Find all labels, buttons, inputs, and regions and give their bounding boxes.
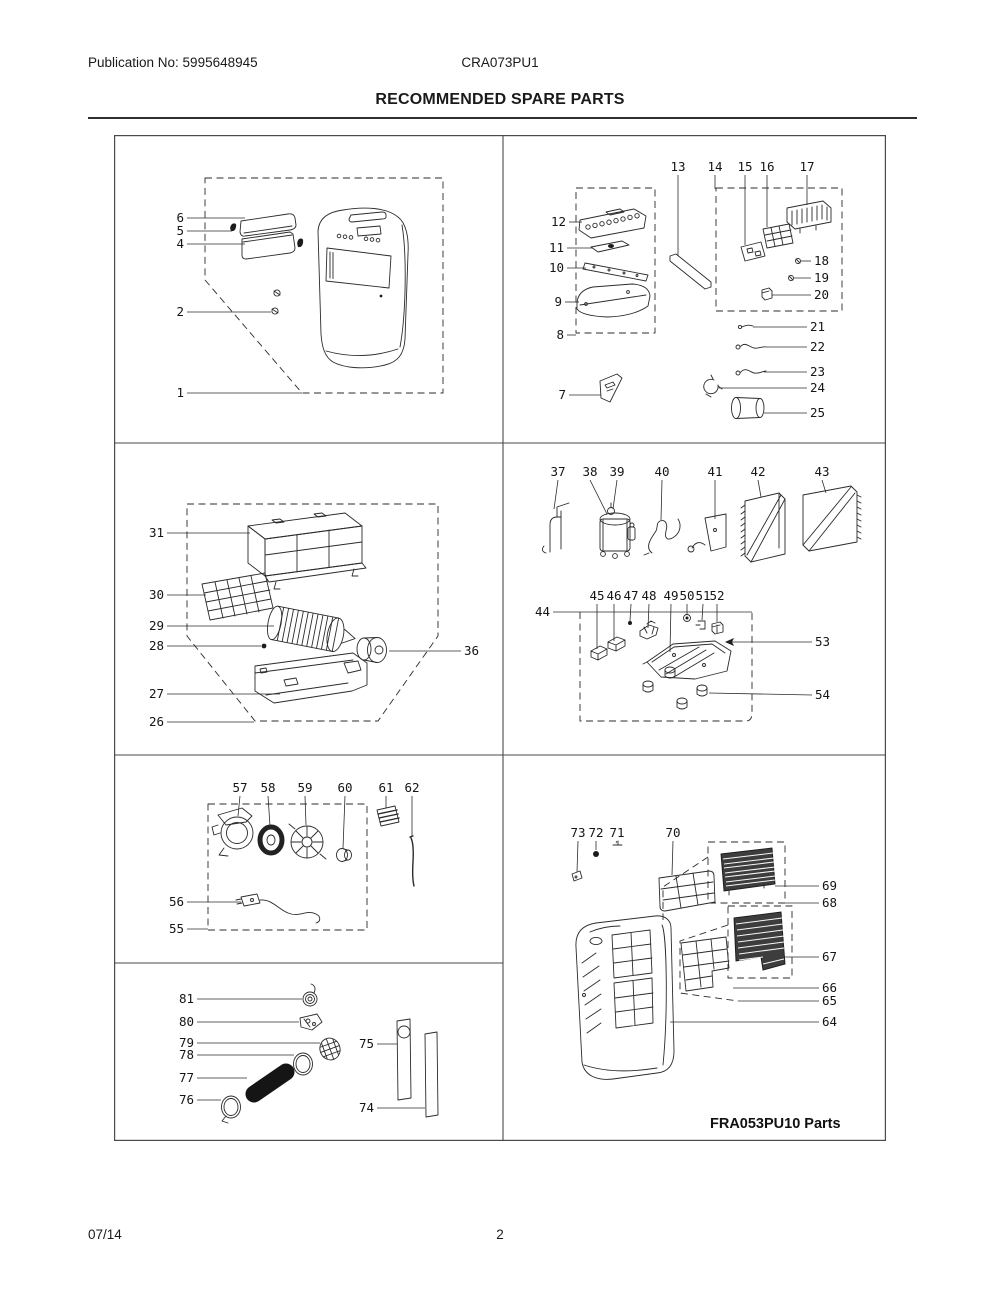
part-4-panel-drawing (242, 232, 295, 259)
callout-64: 64 (822, 1014, 838, 1029)
part-17-assembly-drawing (787, 201, 831, 233)
part-79-mesh-drawing (317, 1035, 343, 1063)
part-29-blower-wheel-drawing (265, 605, 358, 655)
fan-dashed-boundary (208, 804, 367, 930)
callout-69: 69 (822, 878, 838, 893)
leader-line-71 (616, 841, 617, 843)
part-61-grille-drawing (377, 806, 399, 826)
callout-61: 61 (378, 780, 394, 795)
part-27-base-drawing (255, 653, 367, 703)
callout-40: 40 (654, 464, 670, 479)
part-57-fan-housing-drawing (212, 808, 253, 856)
callout-13: 13 (670, 159, 686, 174)
part-19-screw-drawing (789, 276, 794, 281)
part-59-fan-cover-drawing (289, 824, 326, 859)
part-52-drawing (712, 622, 723, 634)
part-64-rear-panel-drawing (576, 916, 674, 1080)
callouts-layer (149, 159, 837, 1115)
leader-line-42 (758, 480, 761, 497)
callout-66: 66 (822, 980, 838, 995)
part-20-bracket-drawing (762, 288, 772, 300)
callout-70: 70 (665, 825, 681, 840)
part-10-strip-drawing (583, 263, 648, 281)
callout-25: 25 (810, 405, 826, 420)
callout-47: 47 (623, 588, 639, 603)
callout-81: 81 (178, 991, 194, 1006)
part-50-grommet-drawing (684, 615, 691, 622)
part-25-capacitor-drawing (732, 398, 765, 419)
part-24-clamp-drawing (704, 375, 722, 397)
part-36-motor-drawing (357, 638, 387, 663)
part-49-base-pan-drawing (643, 641, 731, 679)
leader-line-48 (648, 604, 649, 628)
callout-28: 28 (148, 638, 164, 653)
callout-52: 52 (709, 588, 725, 603)
part-12-control-assembly-drawing (579, 209, 646, 238)
callout-56: 56 (168, 894, 184, 909)
callout-68: 68 (822, 895, 838, 910)
callout-48: 48 (641, 588, 657, 603)
callout-17: 17 (799, 159, 815, 174)
quadrant-fan-assembly (208, 804, 414, 930)
footer-date: 07/14 (88, 1227, 122, 1242)
callout-62: 62 (404, 780, 420, 795)
part-54-feet-drawing (643, 667, 707, 709)
callout-46: 46 (606, 588, 622, 603)
callout-23: 23 (810, 364, 826, 379)
callout-26: 26 (148, 714, 164, 729)
dashed-link-lower (680, 925, 738, 1001)
quadrant-blower-housing (187, 504, 438, 721)
callout-4: 4 (176, 236, 184, 251)
part-72-screw-drawing (593, 851, 599, 857)
callout-60: 60 (337, 780, 353, 795)
callout-79: 79 (178, 1035, 194, 1050)
callout-75: 75 (358, 1036, 374, 1051)
quadrant-front-panel (205, 178, 443, 393)
part-56-power-cord-drawing (236, 894, 320, 923)
part-75-panel-drawing (397, 1019, 411, 1100)
callout-76: 76 (178, 1092, 194, 1107)
callout-6: 6 (176, 210, 184, 225)
callout-30: 30 (148, 587, 164, 602)
callout-59: 59 (297, 780, 313, 795)
callout-11: 11 (548, 240, 564, 255)
callout-15: 15 (737, 159, 753, 174)
callout-1: 1 (176, 385, 184, 400)
callout-36: 36 (464, 643, 480, 658)
callout-22: 22 (810, 339, 826, 354)
part-70-filter-drawing (659, 871, 715, 911)
panel-clip-drawing (297, 239, 303, 248)
quadrant-sealed-system (542, 486, 861, 721)
part-22-sensor-wire-drawing (736, 344, 766, 349)
leader-line-57 (238, 796, 240, 816)
callout-58: 58 (260, 780, 276, 795)
part-58-wheel-drawing (260, 827, 282, 853)
part-13-panel-drawing (670, 254, 711, 289)
part-69-grille-drawing (721, 848, 775, 895)
part-21-wire-drawing (738, 325, 753, 328)
part-9-tray-drawing (577, 284, 650, 317)
callout-50: 50 (679, 588, 695, 603)
callout-29: 29 (148, 618, 164, 633)
base-pan-dashed-boundary (580, 612, 752, 721)
part-2-screws-drawing (272, 290, 280, 314)
part-6-panel-drawing (240, 214, 296, 236)
part-18-screw-drawing (796, 259, 801, 264)
callout-14: 14 (707, 159, 723, 174)
parts-diagram (114, 135, 886, 1141)
part-62-rod-drawing (410, 836, 414, 886)
fra-parts-caption: FRA053PU10 Parts (710, 1116, 841, 1132)
part-28-screw-drawing (262, 644, 267, 649)
callout-24: 24 (810, 380, 826, 395)
callout-41: 41 (707, 464, 723, 479)
part-16-grille-drawing (763, 224, 793, 248)
callout-39: 39 (609, 464, 625, 479)
leader-line-39 (613, 480, 617, 509)
callout-20: 20 (814, 287, 830, 302)
part-43-evaporator-drawing (803, 486, 861, 551)
callout-65: 65 (822, 993, 838, 1008)
leader-line-38 (590, 480, 607, 514)
part-5-clip-drawing (230, 223, 236, 231)
callout-38: 38 (582, 464, 598, 479)
part-47-drawing (628, 621, 632, 625)
leader-line-58 (268, 796, 270, 826)
callout-49: 49 (663, 588, 679, 603)
leader-line-40 (661, 480, 662, 520)
part-73-drawing (572, 871, 582, 881)
quadrant-rear-panel (572, 841, 841, 1132)
callout-74: 74 (358, 1100, 374, 1115)
part-78-ring-drawing (294, 1053, 313, 1075)
callout-71: 71 (609, 825, 625, 840)
callout-73: 73 (570, 825, 586, 840)
callout-9: 9 (554, 294, 562, 309)
callout-43: 43 (814, 464, 830, 479)
callout-78: 78 (178, 1047, 194, 1062)
callout-80: 80 (178, 1014, 194, 1029)
leader-line-37 (554, 480, 558, 509)
part-77-hose-drawing (254, 1072, 286, 1094)
leader-line-73 (577, 841, 578, 872)
leader-line-70 (672, 841, 673, 875)
part-37-tube-drawing (542, 503, 569, 553)
publication-number: Publication No: 5995648945 (88, 55, 258, 70)
part-30-filter-drawing (202, 573, 273, 620)
callout-7: 7 (558, 387, 566, 402)
part-80-bracket-drawing (300, 1014, 322, 1030)
part-48-drawing (640, 621, 658, 639)
leader-line-51 (702, 604, 703, 620)
callout-18: 18 (814, 253, 830, 268)
callout-16: 16 (759, 159, 775, 174)
page-title: RECOMMENDED SPARE PARTS (375, 91, 625, 108)
callout-77: 77 (178, 1070, 194, 1085)
callout-55: 55 (168, 921, 184, 936)
part-41-bracket-drawing (688, 514, 726, 552)
part-45-drawing (591, 646, 607, 660)
part-23-sensor-wire-drawing (736, 370, 766, 375)
quadrant-control-parts (576, 188, 842, 419)
leader-line-59 (305, 796, 306, 825)
title-underline (88, 117, 917, 119)
leader-line-60 (343, 796, 345, 848)
callout-37: 37 (550, 464, 566, 479)
callout-42: 42 (750, 464, 766, 479)
part-60-motor-drawing (337, 849, 352, 862)
diagram-grid (114, 135, 886, 1141)
callout-5: 5 (176, 223, 184, 238)
part-11-board-drawing (591, 241, 629, 252)
callout-53: 53 (815, 634, 831, 649)
callout-12: 12 (550, 214, 566, 229)
callout-67: 67 (822, 949, 838, 964)
part-67-grille-drawing (734, 912, 785, 970)
callout-45: 45 (589, 588, 605, 603)
part-81-coil-drawing (303, 984, 317, 1006)
callout-21: 21 (810, 319, 826, 334)
footer-page-number: 2 (496, 1227, 504, 1242)
callout-10: 10 (548, 260, 564, 275)
part-51-clip-drawing (696, 621, 705, 629)
part-7-panel-drawing (600, 374, 622, 402)
leader-line-54 (709, 693, 812, 695)
callout-19: 19 (814, 270, 830, 285)
model-number: CRA073PU1 (461, 55, 539, 70)
part-42-condenser-drawing (741, 493, 785, 562)
callout-57: 57 (232, 780, 248, 795)
part-40-tube-drawing (644, 519, 680, 555)
part-71-screw-drawing (613, 841, 622, 845)
callout-2: 2 (176, 304, 184, 319)
quadrant-exhaust-hose (222, 984, 439, 1123)
callout-72: 72 (588, 825, 604, 840)
leader-line-49 (670, 604, 671, 652)
callout-51: 51 (695, 588, 711, 603)
part-76-ring-drawing (222, 1096, 241, 1123)
part-46-drawing (608, 637, 625, 651)
callout-8: 8 (556, 327, 564, 342)
callout-54: 54 (815, 687, 831, 702)
part-66-filter-drawing (681, 937, 729, 991)
callout-31: 31 (148, 525, 164, 540)
part-1-front-panel-drawing (318, 208, 408, 368)
part-74-panel-drawing (425, 1032, 438, 1117)
leader-line-47 (630, 604, 631, 621)
callout-27: 27 (148, 686, 164, 701)
callout-44: 44 (534, 604, 550, 619)
